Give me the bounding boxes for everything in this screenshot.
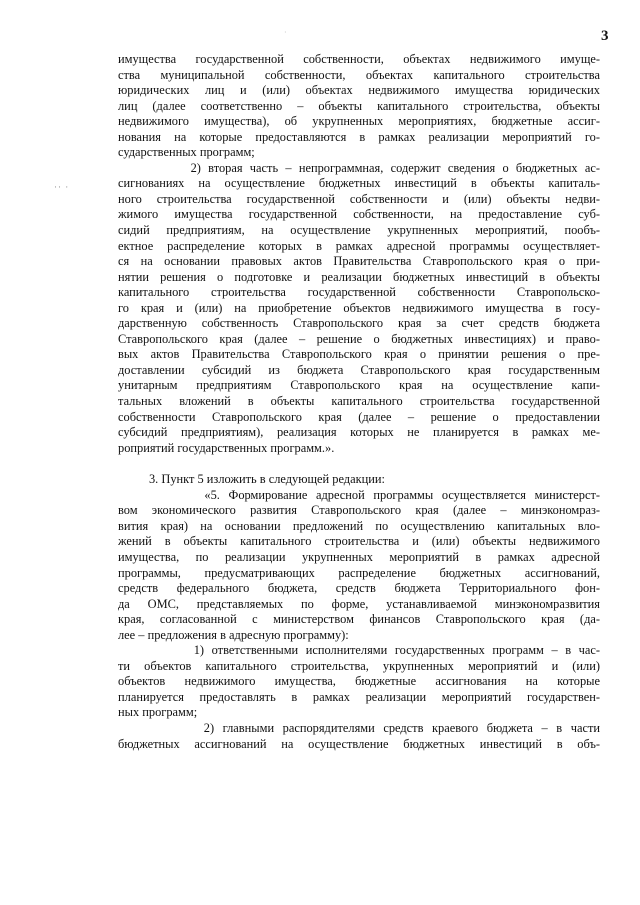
text-line: ектное распределение которых в рамках адресной программы осуществляет- <box>118 238 600 253</box>
text-line: недвижимого имущества), об укрупненных мероприятиях, бюджетные ассиг- <box>118 114 600 129</box>
text-line: капитального строительства государственной собственности Ставропольско- <box>118 285 600 300</box>
text-line: жений в объекты капитального строительства и (или) объекты недвижимого <box>118 534 600 549</box>
text-line: программы, предусматривающих распределение бюджетных ассигнований, <box>118 565 600 580</box>
page-number: 3 <box>601 28 609 44</box>
text-line: средств федерального бюджета, средств бюджета Территориального фон- <box>118 581 600 596</box>
text-line: 2) вторая часть – непрограммная, содержит сведения о бюджетных ас- <box>118 160 600 175</box>
text-line: Ставропольского края (далее – решение о бюджетных инвестициях) и право- <box>118 331 600 346</box>
scan-artifact: ·· · <box>54 182 70 192</box>
text-line: унитарным предприятиям Ставропольского края на осуществление капи- <box>118 378 600 393</box>
paragraph <box>118 161 600 456</box>
text-line: 3. Пункт 5 изложить в следующей редакции: <box>118 472 385 487</box>
text-line: да ОМС, представляемых по форме, устанавливаемой минэкономразвития <box>118 596 600 611</box>
text-line: вития края) на основании предложений по осуществлению капитальных вло- <box>118 518 600 533</box>
text-line: ного строительства государственной собственности и (или) объекты недви- <box>118 191 600 206</box>
paragraph <box>118 472 600 488</box>
scan-artifact: · <box>284 28 287 37</box>
text-line: 2) главными распорядителями средств краевого бюджета – в части <box>118 720 600 735</box>
paragraph <box>118 52 600 161</box>
text-line: лее – предложения в адресную программу): <box>118 627 349 642</box>
text-line: сидий предприятиям, на осуществление укрупненных мероприятий, пообъ- <box>118 223 600 238</box>
text-line: го края и (или) на приобретение объектов недвижимого имущества в госу- <box>118 300 600 315</box>
text-line: бюджетных ассигнований на осуществление бюджетных инвестиций в объ- <box>118 736 600 751</box>
text-line: края, согласованной с министерством финансов Ставропольского края (да- <box>118 612 600 627</box>
text-line: нятии решения о подготовке и реализации бюджетных инвестиций в объекты <box>118 269 600 284</box>
paragraph-gap <box>118 456 600 472</box>
text-line: ных программ; <box>118 705 198 720</box>
text-line: юридических лиц и (или) объектах недвижимого имущества юридических <box>118 83 600 98</box>
text-line: сударственных программ; <box>118 145 255 160</box>
text-line: дарственную собственность Ставропольского края за счет средств бюджета <box>118 316 600 331</box>
text-line: жимого имущества государственной собственности, на предоставление суб- <box>118 207 600 222</box>
text-line: собственности Ставропольского края (далее – решение о предоставлении <box>118 409 600 424</box>
text-line: ства муниципальной собственности, объектах капитального строительства <box>118 67 600 82</box>
text-line: ся на основании правовых актов Правительства Ставропольского края о при- <box>118 254 600 269</box>
text-line: имущества, по реализации укрупненных мероприятий в рамках адресной <box>118 549 600 564</box>
text-line: сигнованиях на осуществление бюджетных инвестиций в объекты капиталь- <box>118 176 600 191</box>
document-body <box>118 52 600 752</box>
text-line: ти объектов капитального строительства, укрупненных мероприятий и (или) <box>118 658 600 673</box>
text-line: нования на которые предоставляются в рамках реализации мероприятий го- <box>118 129 600 144</box>
text-line: доставлении субсидий из бюджета Ставропольского края государственным <box>118 362 600 377</box>
paragraph <box>118 488 600 643</box>
text-line: имущества государственной собственности, объектах недвижимого имуще- <box>118 52 600 66</box>
text-line: роприятий государственных программ.». <box>118 440 335 455</box>
text-line: планируется предоставлять в рамках реализации мероприятий государствен- <box>118 689 600 704</box>
paragraph <box>118 721 600 752</box>
paragraph <box>118 643 600 721</box>
text-line: «5. Формирование адресной программы осуществляется министерст- <box>118 487 600 502</box>
text-line: вых актов Правительства Ставропольского края о принятии решения о пре- <box>118 347 600 362</box>
text-line: тальных вложений в объекты капитального строительства государственной <box>118 394 600 409</box>
text-line: вом экономического развития Ставропольского края (далее – минэкономраз- <box>118 503 600 518</box>
text-line: объектов недвижимого имущества, бюджетные ассигнования на которые <box>118 674 600 689</box>
text-line: 1) ответственными исполнителями государственных программ – в час- <box>118 643 600 658</box>
text-line: лиц (далее соответственно – объекты капитального строительства, объекты <box>118 98 600 113</box>
text-line: субсидий предприятиям), реализация которых не планируется в рамках ме- <box>118 425 600 440</box>
